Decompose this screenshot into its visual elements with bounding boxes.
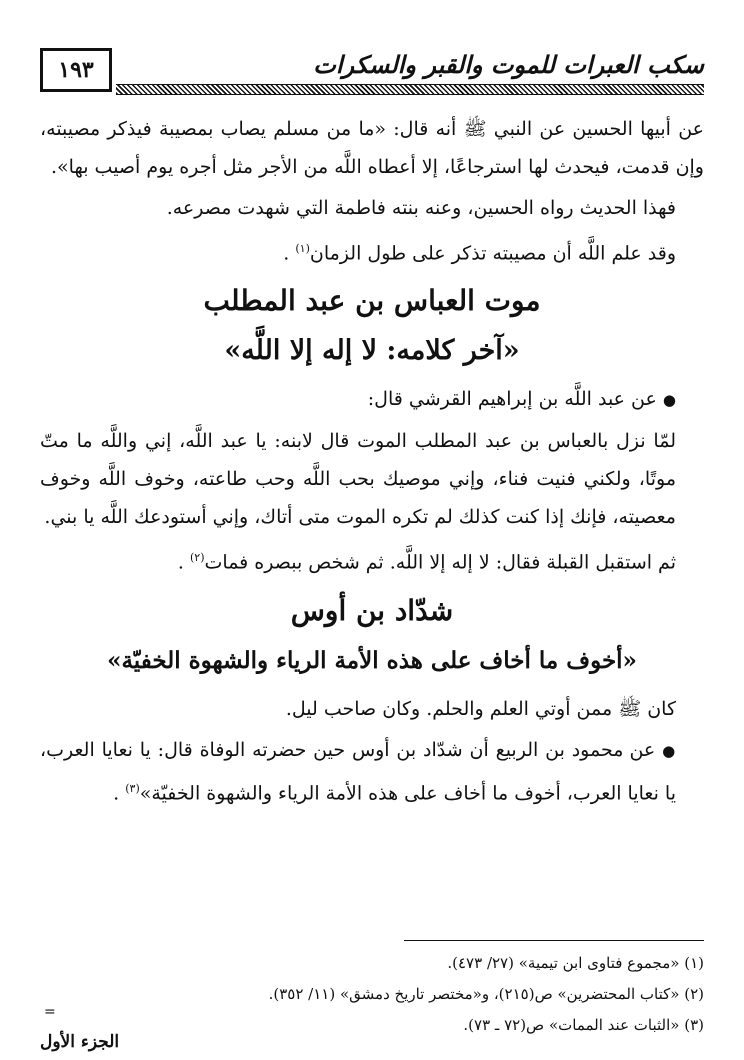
section-subheading: «أخوف ما أخاف على هذه الأمة الرياء والشهوة الخفيّة»: [107, 646, 637, 674]
punct: .: [177, 551, 190, 574]
paragraph: عن أبيها الحسين عن النبي ﷺ أنه قال: «ما من مسلم يصاب بمصيبة فيذكر مصيبته، وإن قدمت، فيحدث لها استرجاعًا، إلا أعطاه اللَّه من الأجر مثل أجره يوم أصيب بها».: [40, 118, 704, 178]
signature-mark: =: [44, 1004, 56, 1020]
paragraph-text: عن محمود بن الربيع أن شدّاد بن أوس حين حضرته الوفاة قال: يا نعايا العرب، يا نعايا العرب، أخوف ما أخاف على هذه الأمة الرياء والشهوة الخفيّة»: [40, 738, 676, 804]
paragraph: [40, 539, 704, 581]
paragraph: فهذا الحديث رواه الحسين، وعنه بنته فاطمة التي شهدت مصرعه.: [166, 197, 676, 219]
footnote: (٣) «الثبات عند الممات» ص(٧٢ ـ ٧٣).: [463, 1016, 704, 1034]
paragraph: [40, 380, 704, 419]
header-ornament-rule: [116, 84, 704, 95]
section-subheading: «آخر كلامه: لا إله إلا اللَّه»: [224, 335, 520, 367]
footnote: (٢) «كتاب المحتضرين» ص(٢١٥)، و«مختصر تاريخ دمشق» (١١/ ٣٥٢).: [268, 985, 704, 1003]
footnote-ref[interactable]: (١): [295, 242, 310, 255]
page-number: ١٩٣: [40, 48, 112, 92]
paragraph: لمّا نزل بالعباس بن عبد المطلب الموت قال لابنه: يا عبد اللَّه، إني واللَّه ما متّ موتًا، ولكني فنيت فناء، وإني موصيك بحب اللَّه وحب طاعته، وخوف اللَّه وخوف معصيته، فإنك إذا كنت كذلك لم تكره الموت متى أتاك، وإني أستودعك اللَّه يا بني.: [40, 430, 676, 529]
punct: .: [283, 242, 296, 265]
footnotes: [40, 948, 704, 1041]
paragraph: [40, 230, 704, 272]
volume-label: الجزء الأول: [40, 1032, 120, 1052]
footnote-separator: [404, 940, 704, 941]
main-text: [40, 110, 704, 815]
running-title: سكب العبرات للموت والقبر والسكرات: [313, 50, 704, 79]
footnote: (١) «مجموع فتاوى ابن تيمية» (٢٧/ ٤٧٣).: [447, 954, 704, 972]
paragraph-text: وقد علم اللَّه أن مصيبته تذكر على طول الزمان: [309, 242, 676, 265]
bullet-icon: ●: [662, 741, 676, 760]
section-heading: شدّاد بن أوس: [290, 593, 454, 627]
paragraph-text: ثم استقبل القبلة فقال: لا إله إلا اللَّه. ثم شخص ببصره فمات: [204, 551, 676, 574]
footnote-ref[interactable]: (٣): [125, 781, 140, 795]
section-heading: موت العباس بن عبد المطلب: [203, 284, 541, 318]
paragraph: [40, 731, 704, 812]
bullet-icon: ●: [662, 391, 676, 410]
footnote-ref[interactable]: (٢): [190, 551, 205, 565]
paragraph: كان ﷺ ممن أوتي العلم والحلم. وكان صاحب ليل.: [285, 697, 676, 720]
page-header: [40, 46, 704, 98]
punct: .: [113, 781, 126, 804]
paragraph-text: عن عبد اللَّه بن إبراهيم القرشي قال:: [367, 388, 657, 411]
